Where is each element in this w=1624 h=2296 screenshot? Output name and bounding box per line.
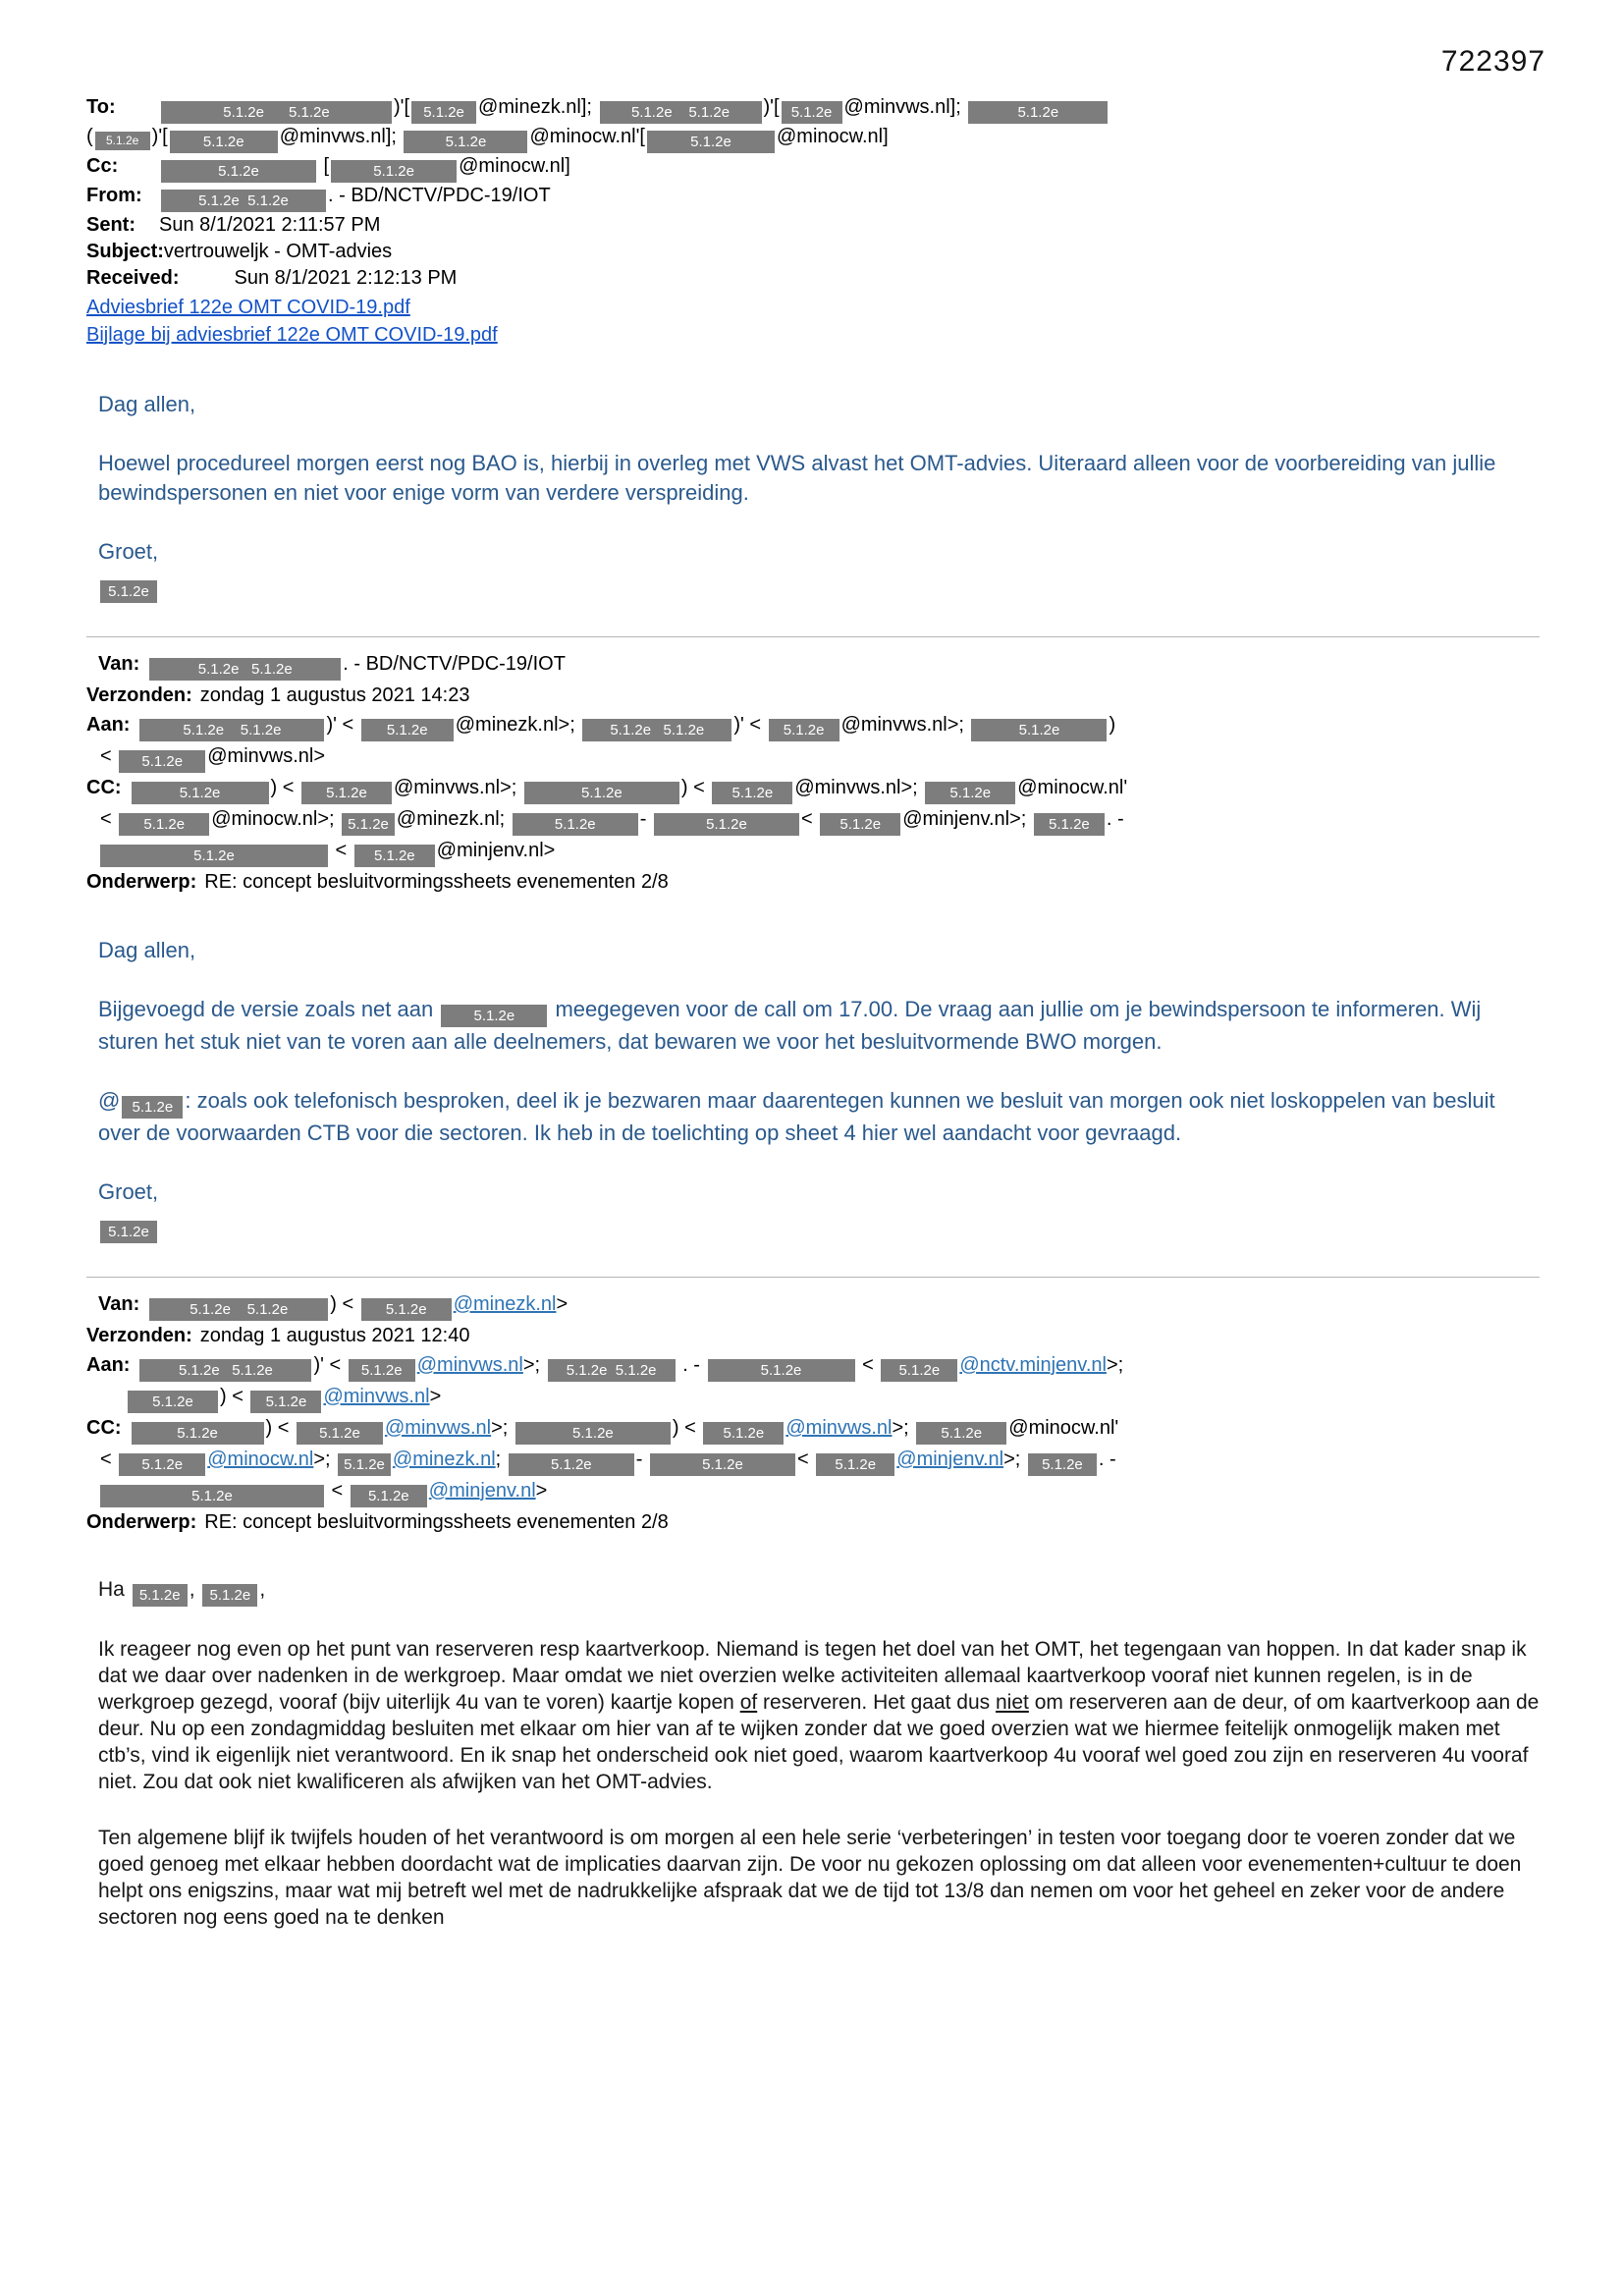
text-run: @minvws.nl>;: [394, 777, 522, 798]
header-field-line: [86, 265, 1540, 292]
text-run: zondag 1 augustus 2021 12:40: [199, 1325, 470, 1346]
underlined-text: of: [739, 1691, 758, 1714]
redaction-box: 5.1.2e: [361, 1298, 452, 1321]
redaction-box: 5.1.2e: [202, 1584, 257, 1607]
redaction-box: 5.1.2e 5.1.2e: [582, 719, 731, 741]
redaction-box: 5.1.2e: [250, 1391, 321, 1413]
redaction-box: 5.1.2e 5.1.2e: [600, 101, 762, 124]
redaction-box: 5.1.2e: [128, 1391, 218, 1413]
redaction-box: 5.1.2e: [119, 750, 205, 773]
text-run: . -: [1098, 1449, 1116, 1470]
text-run: )'[: [151, 126, 168, 147]
text-run: <: [100, 1449, 118, 1470]
redaction-box: 5.1.2e: [338, 1453, 391, 1476]
redaction-box: 5.1.2e: [161, 160, 316, 183]
header-field-line: [86, 212, 1540, 239]
body-line: [98, 390, 1540, 419]
text-run: @minvws.nl>;: [840, 714, 970, 736]
text-run: @minjenv.nl>;: [902, 808, 1032, 830]
redaction-box: 5.1.2e: [925, 782, 1015, 804]
redaction-box: 5.1.2e: [769, 719, 839, 741]
field-label: Verzonden:: [86, 1325, 192, 1346]
header-field-line: [86, 741, 1540, 773]
redaction-box: 5.1.2e: [515, 1422, 671, 1445]
field-label: Aan:: [86, 714, 131, 736]
header-field-line: [86, 649, 1540, 681]
text-run: >;: [491, 1417, 514, 1439]
header-field-line: [86, 710, 1540, 741]
email-link[interactable]: @minezk.nl: [453, 1293, 557, 1315]
email-content: [0, 79, 1624, 1931]
redaction-box: 5.1.2e: [703, 1422, 784, 1445]
text-run: Dag allen,: [98, 938, 196, 962]
text-run: @minvws.nl];: [279, 126, 403, 147]
redaction-box: 5.1.2e: [708, 1359, 855, 1382]
text-run: >;: [892, 1417, 915, 1439]
header-field-line: [86, 773, 1540, 804]
redaction-box: 5.1.2e: [712, 782, 792, 804]
field-label: Van:: [98, 653, 140, 675]
message-2-body: [86, 936, 1540, 1243]
field-label: Verzonden:: [86, 684, 192, 706]
email-link[interactable]: @minjenv.nl: [896, 1449, 1004, 1470]
text-run: Groet,: [98, 539, 159, 564]
body-line: [98, 1211, 1540, 1243]
text-run: )' <: [733, 714, 767, 736]
text-run: [: [318, 155, 330, 177]
body-line: [98, 1177, 1540, 1207]
redaction-box: 5.1.2e: [119, 1453, 205, 1476]
text-run: @minvws.nl];: [843, 96, 967, 118]
redaction-box: 5.1.2e 5.1.2e: [161, 101, 392, 124]
redaction-box: 5.1.2e: [816, 1453, 894, 1476]
body-line: [98, 537, 1540, 567]
text-run: reserveren. Het gaat dus: [757, 1691, 996, 1714]
field-label: Sent:: [86, 214, 135, 236]
redaction-box: 5.1.2e: [170, 131, 278, 153]
redaction-box: 5.1.2e: [650, 1453, 795, 1476]
redaction-box: 5.1.2e 5.1.2e: [149, 658, 341, 681]
text-run: Ten algemene blijf ik twijfels houden of het verantwoord is om morgen al een hele serie ‘verbeteringen’ in testen voor toegang door te voeren zonder dat we goed genoeg met elkaar hebben doordacht wat de implicaties daarvan zijn. De voor nu gekozen oplossing om dat alleen voor evenementen+cultuur te doen helpt ons enigszins, maar wat mij betreft wel met de nadrukkelijke afspraak dat we de tijd tot 13/8 dan nemen om voor het geheel en zeker voor de andere sectoren nog eens goed na te denken: [98, 1827, 1522, 1929]
text-run: >;: [313, 1449, 337, 1470]
email-link[interactable]: @minezk.nl: [392, 1449, 496, 1470]
text-run: . -: [677, 1354, 706, 1376]
header-field-line: [86, 1382, 1540, 1413]
email-link[interactable]: Adviesbrief 122e OMT COVID-19.pdf: [86, 297, 410, 318]
text-run: ,: [259, 1578, 266, 1601]
header-field-line: [86, 1321, 1540, 1350]
redaction-box: 5.1.2e: [100, 1485, 324, 1507]
field-label: Onderwerp:: [86, 1511, 197, 1533]
redaction-box: 5.1.2e: [100, 845, 328, 867]
doc-number: 722397: [1440, 45, 1545, 78]
text-run: ): [1109, 714, 1116, 736]
message-3-body: [86, 1576, 1540, 1931]
field-label: Aan:: [86, 1354, 131, 1376]
text-run: @minocw.nl': [1017, 777, 1128, 798]
redaction-box: 5.1.2e: [441, 1005, 547, 1027]
field-label: CC:: [86, 1417, 122, 1439]
field-label: CC:: [86, 777, 122, 798]
body-line: [98, 936, 1540, 965]
text-run: >: [556, 1293, 568, 1315]
header-field-line: [86, 1476, 1540, 1507]
text-run: RE: concept besluitvormingssheets evenementen 2/8: [204, 1511, 669, 1533]
redaction-box: 5.1.2e 5.1.2e: [139, 1359, 311, 1382]
body-line: [98, 1825, 1540, 1931]
text-run: Hoewel procedureel morgen eerst nog BAO is, hierbij in overleg met VWS alvast het OMT-advies. Uiteraard alleen voor de voorbereiding van jullie bewindspersonen en niet voor enige vorm van verdere verspreiding.: [98, 451, 1496, 505]
text-run: . - BD/NCTV/PDC-19/IOT: [343, 653, 566, 675]
field-label: Received:: [86, 267, 180, 289]
body-line: [98, 995, 1540, 1057]
text-run: ) <: [265, 1417, 295, 1439]
body-line: [98, 571, 1540, 603]
text-run: Sun 8/1/2021 2:12:13 PM: [234, 267, 458, 289]
text-run: : zoals ook telefonisch besproken, deel ik je bezwaren maar daarentegen kunnen we besluit van morgen ook niet loskoppelen van besluit over de voorwaarden CTB voor die sectoren. Ik heb in de toelichting op sheet 4 hier wel aandacht voor gevraagd.: [98, 1088, 1495, 1145]
text-run: Sun 8/1/2021 2:11:57 PM: [159, 214, 381, 236]
text-run: meegegeven voor de call om 17.00. De vraag aan jullie om je bewindspersoon te informeren. Wij sturen het stuk niet van te voren aan alle deelnemers, dat bewaren we voor het besluitvormende BWO morgen.: [98, 997, 1482, 1054]
body-line: [98, 1086, 1540, 1148]
redaction-box: 5.1.2e: [513, 813, 638, 836]
redaction-box: 5.1.2e: [95, 132, 150, 150]
message-1-body: [86, 390, 1540, 603]
redaction-box: 5.1.2e: [132, 782, 269, 804]
email-link[interactable]: @minvws.nl: [323, 1386, 430, 1407]
message-3-header: [86, 1289, 1540, 1537]
text-run: @minvws.nl>: [207, 745, 326, 767]
redaction-box: 5.1.2e 5.1.2e: [548, 1359, 676, 1382]
text-run: >: [535, 1480, 548, 1502]
redaction-box: 5.1.2e: [1028, 1453, 1097, 1476]
redaction-box: 5.1.2e: [119, 813, 209, 836]
redaction-box: 5.1.2e: [916, 1422, 1006, 1445]
separator: [86, 1277, 1540, 1278]
email-link[interactable]: Bijlage bij adviesbrief 122e OMT COVID-19.pdf: [86, 324, 498, 346]
field-label: Cc:: [86, 155, 119, 177]
body-line: [98, 1636, 1540, 1795]
email-link[interactable]: @minvws.nl: [416, 1354, 523, 1376]
redaction-box: 5.1.2e: [354, 845, 435, 867]
redaction-box: 5.1.2e: [100, 1221, 157, 1243]
text-run: @minocw.nl': [1008, 1417, 1119, 1439]
text-run: @minocw.nl]: [459, 155, 570, 177]
text-run: >: [429, 1386, 442, 1407]
redaction-box: 5.1.2e: [820, 813, 900, 836]
email-link[interactable]: @minocw.nl: [207, 1449, 314, 1470]
redaction-box: 5.1.2e: [132, 1422, 264, 1445]
text-run: <: [326, 1480, 349, 1502]
text-run: ;: [495, 1449, 507, 1470]
body-line: [98, 449, 1540, 508]
text-run: <: [330, 840, 352, 861]
separator: [86, 636, 1540, 637]
field-label: From:: [86, 185, 142, 206]
text-run: <: [100, 808, 118, 830]
redaction-box: 5.1.2e: [509, 1453, 634, 1476]
text-run: (: [86, 126, 93, 147]
text-run: RE: concept besluitvormingssheets evenementen 2/8: [204, 871, 669, 893]
text-run: ) <: [680, 777, 711, 798]
email-link[interactable]: @nctv.minjenv.nl: [959, 1354, 1107, 1376]
text-run: Ha: [98, 1578, 131, 1601]
redaction-box: 5.1.2e: [122, 1096, 183, 1119]
redaction-box: 5.1.2e: [133, 1584, 188, 1607]
body-line: [98, 1576, 1540, 1607]
email-header: [86, 94, 1540, 292]
text-run: <: [797, 1449, 815, 1470]
redaction-box: 5.1.2e 5.1.2e: [149, 1298, 328, 1321]
header-field-line: [86, 183, 1540, 212]
text-run: Dag allen,: [98, 392, 196, 416]
header-field-line: [86, 804, 1540, 836]
text-run: )' <: [326, 714, 359, 736]
text-run: <: [100, 745, 118, 767]
redaction-box: 5.1.2e: [881, 1359, 957, 1382]
email-link[interactable]: @minvws.nl: [385, 1417, 492, 1439]
redaction-box: 5.1.2e: [349, 1359, 415, 1382]
text-run: @minvws.nl>;: [794, 777, 924, 798]
text-run: >;: [1106, 1354, 1124, 1376]
text-run: @minjenv.nl>: [436, 840, 556, 861]
redaction-box: 5.1.2e: [971, 719, 1107, 741]
text-run: @minezk.nl;: [396, 808, 511, 830]
text-run: ,: [189, 1578, 201, 1601]
redaction-box: 5.1.2e: [524, 782, 679, 804]
header-field-line: [86, 1507, 1540, 1537]
text-run: . -: [1106, 808, 1124, 830]
email-link[interactable]: @minjenv.nl: [428, 1480, 536, 1502]
attachment-link-line: [86, 294, 1540, 321]
text-run: zondag 1 augustus 2021 14:23: [199, 684, 470, 706]
message-2-header: [86, 649, 1540, 897]
text-run: @minocw.nl]: [776, 126, 889, 147]
header-field-line: [86, 836, 1540, 867]
header-field-line: [86, 124, 1540, 153]
text-run: om reserveren aan de deur, of om kaartverkoop aan de deur. Nu op een zondagmiddag besluiten met elkaar om hier van af te wijken zonder dat we goed overzien wat we hiermee feitelijk onmogelijk maken met ctb’s, vind ik eigenlijk niet verantwoord. En ik snap het onderscheid ook niet goed, waarom kaartverkoop 4u vooraf wel goed zou zijn en reserveren 4u vooraf niet. Zou dat ook niet kwalificeren als afwijken van het OMT-advies.: [98, 1691, 1540, 1793]
redaction-box: 5.1.2e: [647, 131, 775, 153]
redaction-box: 5.1.2e: [968, 101, 1108, 124]
text-run: <: [856, 1354, 880, 1376]
text-run: @minezk.nl];: [478, 96, 598, 118]
text-run: @minocw.nl>;: [211, 808, 341, 830]
text-run: )'[: [763, 96, 780, 118]
redaction-box: 5.1.2e: [297, 1422, 383, 1445]
redaction-box: 5.1.2e: [411, 101, 476, 124]
redaction-box: 5.1.2e: [351, 1485, 427, 1507]
redaction-box: 5.1.2e 5.1.2e: [161, 190, 326, 212]
header-field-line: [86, 153, 1540, 183]
underlined-text: niet: [996, 1691, 1029, 1714]
field-label: Subject:: [86, 241, 164, 262]
text-run: @: [98, 1088, 121, 1113]
redaction-box: 5.1.2e: [342, 813, 395, 836]
header-field-line: [86, 1289, 1540, 1321]
header-field-line: [86, 867, 1540, 897]
text-run: vertrouweljk - OMT-advies: [163, 241, 393, 262]
text-run: -: [635, 1449, 649, 1470]
redaction-box: 5.1.2e: [404, 131, 527, 153]
field-label: To:: [86, 96, 116, 118]
redaction-box: 5.1.2e: [654, 813, 799, 836]
attachment-links: [86, 294, 1540, 349]
text-run: >;: [1003, 1449, 1026, 1470]
header-field-line: [86, 1445, 1540, 1476]
redaction-box: 5.1.2e: [301, 782, 392, 804]
header-field-line: [86, 1413, 1540, 1445]
attachment-link-line: [86, 321, 1540, 349]
text-run: Groet,: [98, 1179, 159, 1204]
text-run: <: [801, 808, 819, 830]
text-run: ) <: [330, 1293, 359, 1315]
redaction-box: 5.1.2e: [100, 580, 157, 603]
text-run: Bijgevoegd de versie zoals net aan: [98, 997, 440, 1021]
redaction-box: 5.1.2e: [361, 719, 454, 741]
redaction-box: 5.1.2e: [1034, 813, 1105, 836]
header-field-line: [86, 1350, 1540, 1382]
text-run: )' <: [313, 1354, 347, 1376]
header-field-line: [86, 239, 1540, 265]
text-run: Ik reageer nog even op het punt van reserveren resp kaartverkoop. Niemand is tegen het doel van het OMT, het tegengaan van hoppen. In dat kader snap ik dat we daar over nadenken in de werkgroep. Maar omdat we niet overzien welke activiteiten allemaal kaartverkoop vooraf niet kunnen regelen, is in de werkgroep gezegd, vooraf (bijv uiterlijk 4u van te voren) kaartje kopen: [98, 1638, 1527, 1714]
redaction-box: 5.1.2e 5.1.2e: [139, 719, 324, 741]
text-run: ) <: [220, 1386, 249, 1407]
text-run: @minocw.nl'[: [529, 126, 645, 147]
header-field-line: [86, 94, 1540, 124]
email-link[interactable]: @minvws.nl: [785, 1417, 893, 1439]
text-run: ) <: [270, 777, 299, 798]
field-label: Onderwerp:: [86, 871, 197, 893]
text-run: )'[: [394, 96, 410, 118]
text-run: @minezk.nl>;: [455, 714, 581, 736]
redaction-box: 5.1.2e: [331, 160, 457, 183]
text-run: . - BD/NCTV/PDC-19/IOT: [328, 185, 551, 206]
text-run: ) <: [672, 1417, 702, 1439]
field-label: Van:: [98, 1293, 140, 1315]
text-run: >;: [522, 1354, 546, 1376]
redaction-box: 5.1.2e: [782, 101, 842, 124]
header-field-line: [86, 681, 1540, 710]
text-run: -: [639, 808, 652, 830]
